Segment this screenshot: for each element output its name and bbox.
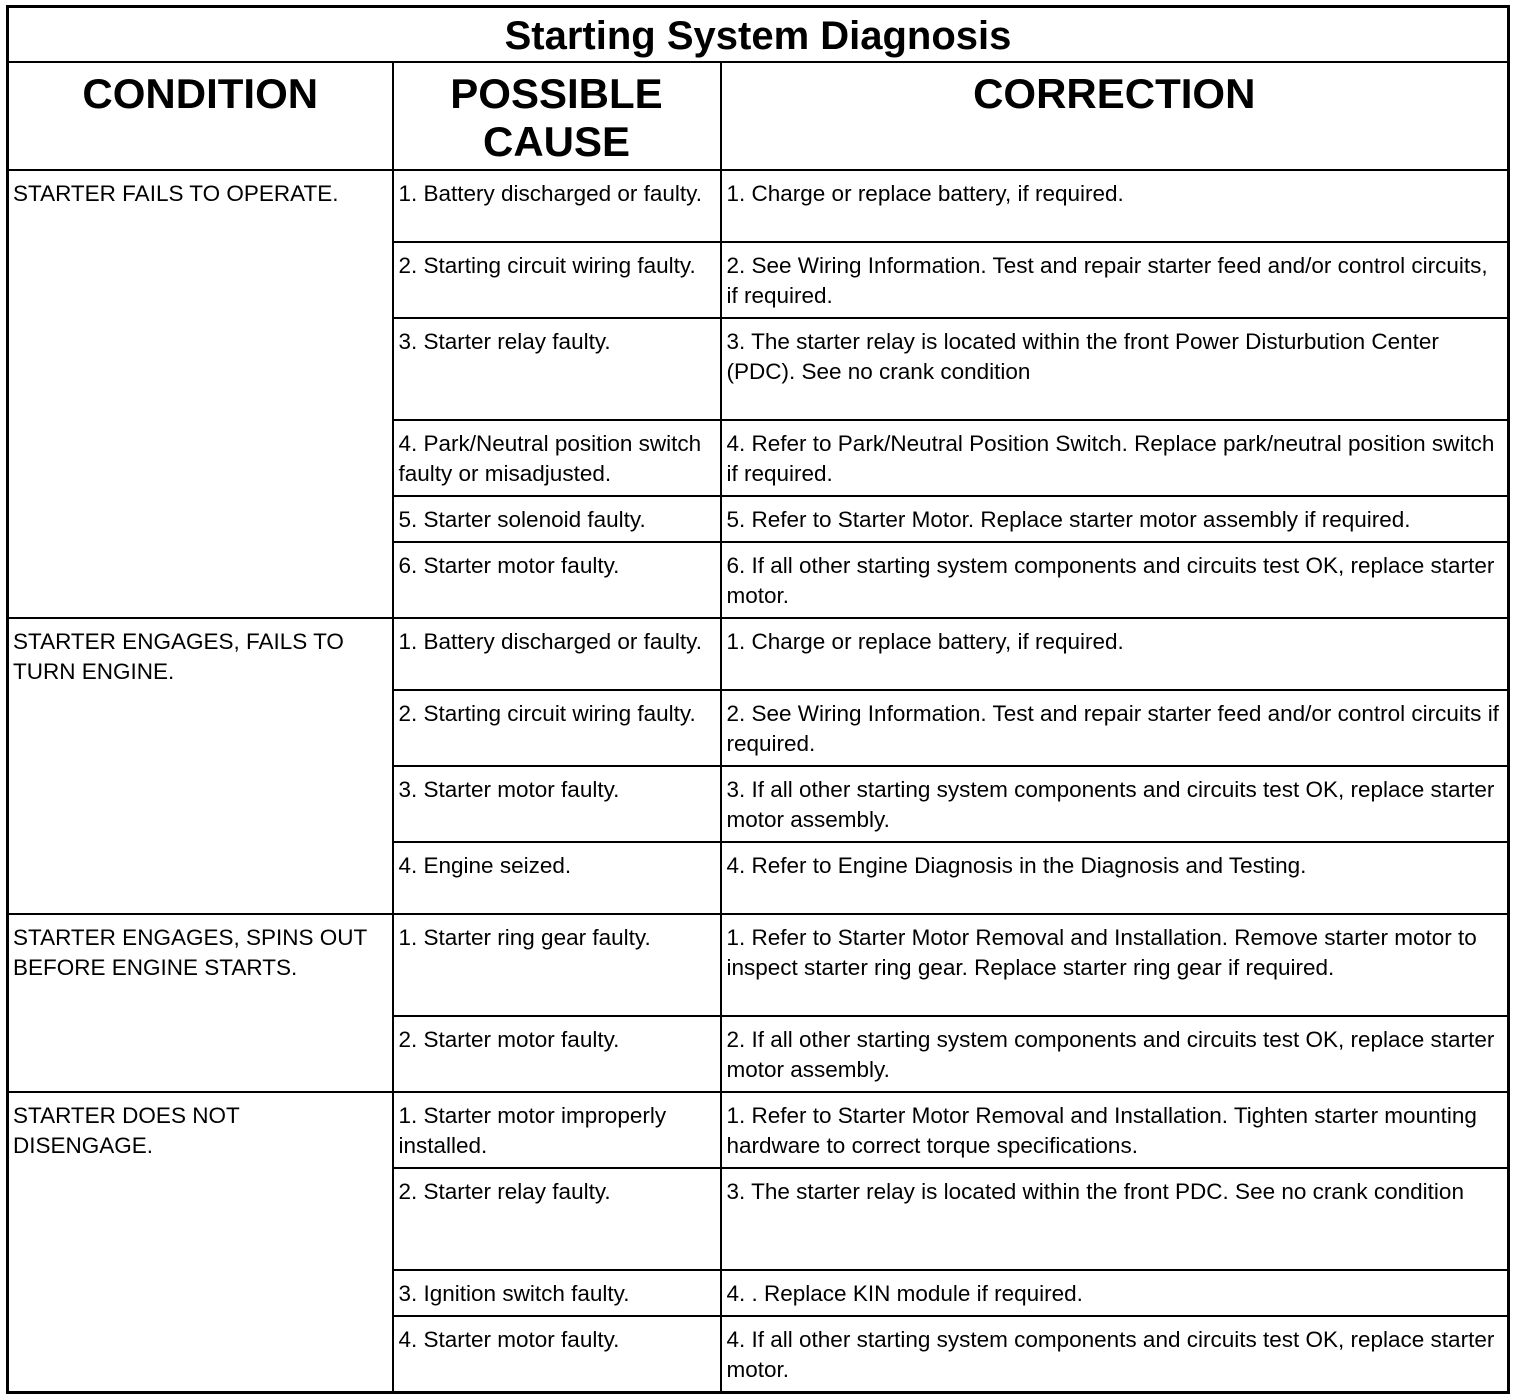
- correction-cell: 4. . Replace KIN module if required.: [721, 1270, 1509, 1316]
- header-row: [8, 62, 1509, 170]
- table-row: [8, 914, 1509, 1016]
- header-cause-line1: POSSIBLE: [450, 70, 663, 117]
- correction-cell: 3. If all other starting system components and circuits test OK, replace starter motor assembly.: [721, 766, 1509, 842]
- cause-cell: 1. Starter ring gear faulty.: [393, 914, 721, 1016]
- correction-cell: 1. Refer to Starter Motor Removal and Installation. Tighten starter mounting hardware to correct torque specifications.: [721, 1092, 1509, 1168]
- cause-cell: 6. Starter motor faulty.: [393, 542, 721, 618]
- cause-cell: 4. Engine seized.: [393, 842, 721, 914]
- correction-cell: 5. Refer to Starter Motor. Replace starter motor assembly if required.: [721, 496, 1509, 542]
- condition-cell: STARTER ENGAGES, SPINS OUT BEFORE ENGINE STARTS.: [8, 914, 393, 1092]
- table-row: [8, 170, 1509, 242]
- correction-cell: 1. Refer to Starter Motor Removal and Installation. Remove starter motor to inspect starter ring gear. Replace starter ring gear if required.: [721, 914, 1509, 1016]
- cause-cell: 2. Starter relay faulty.: [393, 1168, 721, 1270]
- table-row: [8, 618, 1509, 690]
- correction-cell: 4. Refer to Engine Diagnosis in the Diagnosis and Testing.: [721, 842, 1509, 914]
- header-condition: CONDITION: [8, 62, 393, 170]
- cause-cell: 3. Ignition switch faulty.: [393, 1270, 721, 1316]
- condition-cell: STARTER FAILS TO OPERATE.: [8, 170, 393, 618]
- cause-cell: 5. Starter solenoid faulty.: [393, 496, 721, 542]
- diagnosis-table: [6, 5, 1510, 1394]
- table-row: [8, 1092, 1509, 1168]
- table-title: Starting System Diagnosis: [8, 7, 1509, 63]
- header-correction: CORRECTION: [721, 62, 1509, 170]
- correction-cell: 3. The starter relay is located within the front Power Disturbution Center (PDC). See no crank condition: [721, 318, 1509, 420]
- cause-cell: 1. Battery discharged or faulty.: [393, 618, 721, 690]
- header-possible-cause: [393, 62, 721, 170]
- cause-cell: 3. Starter motor faulty.: [393, 766, 721, 842]
- condition-cell: STARTER DOES NOT DISENGAGE.: [8, 1092, 393, 1393]
- cause-cell: 2. Starter motor faulty.: [393, 1016, 721, 1092]
- cause-cell: 1. Starter motor improperly installed.: [393, 1092, 721, 1168]
- cause-cell: 2. Starting circuit wiring faulty.: [393, 242, 721, 318]
- cause-cell: 1. Battery discharged or faulty.: [393, 170, 721, 242]
- correction-cell: 1. Charge or replace battery, if required.: [721, 170, 1509, 242]
- correction-cell: 4. If all other starting system components and circuits test OK, replace starter motor.: [721, 1316, 1509, 1393]
- correction-cell: 3. The starter relay is located within the front PDC. See no crank condition: [721, 1168, 1509, 1270]
- correction-cell: 2. See Wiring Information. Test and repair starter feed and/or control circuits, if required.: [721, 242, 1509, 318]
- header-cause-line2: CAUSE: [482, 118, 631, 165]
- cause-cell: 4. Starter motor faulty.: [393, 1316, 721, 1393]
- title-row: [8, 7, 1509, 63]
- correction-cell: 2. See Wiring Information. Test and repair starter feed and/or control circuits if required.: [721, 690, 1509, 766]
- correction-cell: 6. If all other starting system components and circuits test OK, replace starter motor.: [721, 542, 1509, 618]
- cause-cell: 3. Starter relay faulty.: [393, 318, 721, 420]
- cause-cell: 4. Park/Neutral position switch faulty or misadjusted.: [393, 420, 721, 496]
- condition-cell: STARTER ENGAGES, FAILS TO TURN ENGINE.: [8, 618, 393, 914]
- cause-cell: 2. Starting circuit wiring faulty.: [393, 690, 721, 766]
- correction-cell: 4. Refer to Park/Neutral Position Switch. Replace park/neutral position switch if required.: [721, 420, 1509, 496]
- correction-cell: 1. Charge or replace battery, if required.: [721, 618, 1509, 690]
- correction-cell: 2. If all other starting system components and circuits test OK, replace starter motor assembly.: [721, 1016, 1509, 1092]
